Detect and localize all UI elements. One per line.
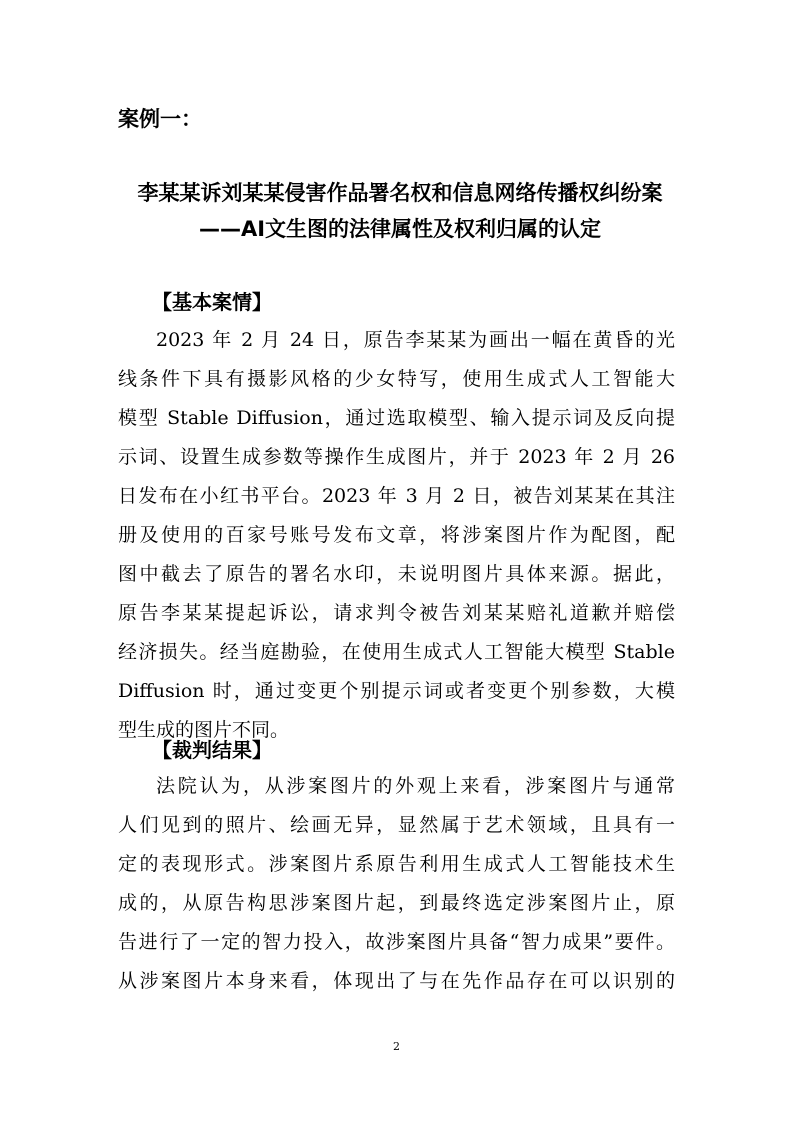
paragraph-line: 人们见到的照片、绘画无异，显然属于艺术领域，且具有一 — [118, 814, 675, 836]
case-title: 李某某诉刘某某侵害作品署名权和信息网络传播权纠纷案 — [137, 181, 663, 205]
judgment-heading: 【裁判结果】 — [152, 738, 272, 762]
paragraph-line: 模型 Stable Diffusion，通过选取模型、输入提示词及反向提 — [118, 407, 675, 429]
paragraph-line: 册及使用的百家号账号发布文章，将涉案图片作为配图，配 — [118, 524, 675, 546]
basic-facts-heading: 【基本案情】 — [152, 290, 272, 314]
paragraph-line: 定的表现形式。涉案图片系原告利用生成式人工智能技术生 — [118, 853, 675, 875]
paragraph-line: 成的，从原告构思涉案图片起，到最终选定涉案图片止，原 — [118, 892, 675, 914]
page-number: 2 — [393, 1040, 400, 1053]
paragraph-line: 经济损失。经当庭勘验，在使用生成式人工智能大模型 Stable — [118, 641, 675, 663]
paragraph-line: 日发布在小红书平台。2023 年 3 月 2 日，被告刘某某在其注 — [118, 485, 675, 507]
paragraph-line: 2023 年 2 月 24 日，原告李某某为画出一幅在黄昏的光 — [156, 329, 675, 351]
basic-facts-paragraph — [118, 321, 675, 750]
paragraph-line: 线条件下具有摄影风格的少女特写，使用生成式人工智能大 — [118, 368, 675, 390]
judgment-paragraph — [118, 767, 675, 1001]
paragraph-line: 图中截去了原告的署名水印，未说明图片具体来源。据此， — [118, 563, 675, 585]
paragraph-line: 告进行了一定的智力投入，故涉案图片具备“智力成果”要件。 — [118, 931, 675, 953]
case-subtitle: ——AI文生图的法律属性及权利归属的认定 — [198, 217, 602, 241]
paragraph-line: 示词、设置生成参数等操作生成图片，并于 2023 年 2 月 26 — [118, 446, 675, 468]
paragraph-line: 原告李某某提起诉讼，请求判令被告刘某某赔礼道歉并赔偿 — [118, 602, 675, 624]
paragraph-line: 从涉案图片本身来看，体现出了与在先作品存在可以识别的 — [118, 970, 675, 992]
paragraph-line: 法院认为，从涉案图片的外观上来看，涉案图片与通常 — [156, 775, 675, 797]
case-label: 案例一： — [118, 107, 202, 131]
paragraph-line: 型生成的图片不同。 — [118, 719, 290, 741]
paragraph-line: Diffusion 时，通过变更个别提示词或者变更个别参数，大模 — [118, 680, 675, 702]
